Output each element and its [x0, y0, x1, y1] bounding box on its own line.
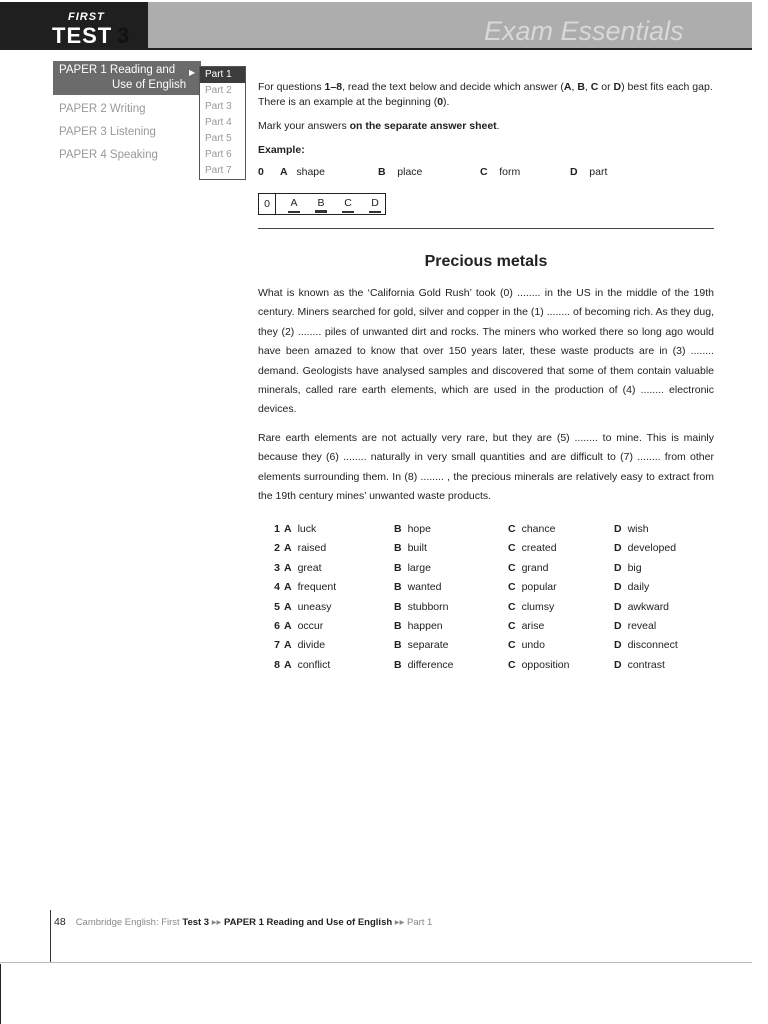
- example-option-a: A shape: [280, 166, 325, 178]
- footer-test: Test 3: [182, 917, 210, 928]
- mark-instruction: Mark your answers on the separate answer sheet.: [258, 120, 500, 132]
- option-a: A divide: [284, 639, 326, 652]
- arrow-right-icon: ▶: [189, 68, 196, 77]
- section-divider: [258, 228, 714, 229]
- option-b: B stubborn: [394, 600, 449, 613]
- part-3[interactable]: Part 3: [205, 101, 232, 112]
- paper-1[interactable]: [53, 61, 201, 95]
- example-label: Example:: [258, 144, 305, 156]
- page-number: 48: [54, 916, 66, 928]
- answer-bar-a: [288, 211, 300, 213]
- option-row: [258, 620, 714, 639]
- option-c: C clumsy: [508, 600, 555, 613]
- question-number: 4: [274, 581, 280, 594]
- option-a: A raised: [284, 542, 327, 555]
- option-a: A great: [284, 561, 322, 574]
- question-number: 3: [274, 561, 280, 574]
- paper-1-line1: PAPER 1 Reading and: [59, 64, 176, 76]
- option-d: D contrast: [614, 658, 665, 671]
- answer-letter-b: B: [317, 197, 325, 209]
- answer-bar-c: [342, 211, 354, 213]
- passage-title: Precious metals: [424, 253, 548, 270]
- footer-rule: [50, 910, 51, 962]
- option-c: C opposition: [508, 658, 570, 671]
- instructions-text: For questions 1–8, read the text below and decide which answer (A, B, C or D) best fits each gap. There is an example at the beginning (0).: [258, 81, 713, 108]
- option-d: D big: [614, 561, 642, 574]
- option-row: [258, 542, 714, 561]
- part-6[interactable]: Part 6: [205, 149, 232, 160]
- option-d: D wish: [614, 523, 649, 535]
- example-option-c: C form: [480, 166, 521, 178]
- option-a: A conflict: [284, 658, 331, 671]
- first-label: FIRST: [68, 11, 105, 23]
- option-b: B difference: [394, 658, 454, 671]
- example-answer-box: [258, 193, 386, 215]
- part-1[interactable]: Part 1: [200, 67, 245, 83]
- option-b: B wanted: [394, 581, 442, 594]
- question-number: 5: [274, 600, 280, 613]
- option-row: [258, 562, 714, 581]
- test-number: 3: [117, 23, 130, 48]
- option-row: [258, 581, 714, 600]
- option-d: D developed: [614, 542, 677, 555]
- example-num: 0: [258, 166, 264, 178]
- question-number: 6: [274, 619, 280, 632]
- question-number: 7: [274, 639, 280, 652]
- option-d: D disconnect: [614, 639, 678, 652]
- passage: [258, 284, 714, 515]
- brand-title: Exam Essentials: [484, 16, 684, 46]
- answer-letter-c: C: [344, 197, 352, 209]
- answer-bar-b-marked: [315, 210, 327, 213]
- option-a: A uneasy: [284, 600, 332, 613]
- option-c: C chance: [508, 523, 556, 535]
- option-b: B hope: [394, 523, 431, 535]
- option-row: [258, 601, 714, 620]
- footer-arrows-icon: ▸▸: [209, 917, 224, 928]
- option-d: D awkward: [614, 600, 670, 613]
- footer-paper: PAPER 1 Reading and Use of English: [223, 917, 393, 928]
- option-b: B happen: [394, 619, 443, 632]
- part-5[interactable]: Part 5: [205, 133, 232, 144]
- question-number: 2: [274, 542, 280, 555]
- option-c: C created: [508, 542, 557, 555]
- passage-paragraph-1: What is known as the ‘California Gold Rush’ took (0) ........ in the US in the middle of the 19th century. Miners searched for gold, silver and copper in the (1) ........ of becoming rich. As they dug, they (2) ........ piles of unwanted dirt and rocks. The miners who worked there so long ago would have been amazed to know that over 150 years later, these waste products are in (3) ........ demand. Geologists have analysed samples and discovered that some of them contain valuable minerals, called rare earth elements, which are used in the production of (4) ........ electronic devices.: [258, 287, 714, 416]
- header-rule: [0, 48, 752, 50]
- option-c: C grand: [508, 561, 549, 574]
- passage-paragraph-2: Rare earth elements are not actually very rare, but they are (5) ........ to mine. This is mainly because they (6) ........ naturally in very small quantities and are difficult to (7) ........ from other elements surrounding them. In (8) ........ , the precious minerals are relatively easy to extract from the 19th century mines’ unwanted waste products.: [258, 431, 714, 503]
- option-c: C undo: [508, 639, 545, 652]
- example-option-b: B place: [378, 166, 423, 178]
- option-a: A frequent: [284, 581, 337, 594]
- paper-2[interactable]: PAPER 2 Writing: [59, 103, 146, 115]
- option-c: C popular: [508, 581, 557, 594]
- option-a: A occur: [284, 619, 324, 632]
- footer-arrows2-icon: ▸▸: [392, 917, 407, 928]
- option-b: B large: [394, 561, 431, 574]
- option-b: B built: [394, 542, 427, 555]
- part-2[interactable]: Part 2: [205, 85, 232, 96]
- option-row: [258, 523, 714, 542]
- part-7[interactable]: Part 7: [205, 165, 232, 176]
- paper-menu: [53, 61, 201, 169]
- test-label-block: [0, 2, 148, 48]
- footer: [54, 916, 432, 928]
- options-table: [258, 523, 714, 678]
- parts-menu: [199, 66, 246, 180]
- footer-book: Cambridge English: First: [75, 917, 183, 928]
- question-number: 8: [274, 658, 280, 671]
- example-option-d: D part: [570, 166, 608, 178]
- bottom-rule: [0, 962, 752, 963]
- option-d: D reveal: [614, 619, 657, 632]
- option-d: D daily: [614, 581, 650, 594]
- option-row: [258, 659, 714, 678]
- option-b: B separate: [394, 639, 449, 652]
- option-a: A luck: [284, 523, 317, 535]
- question-number: 1: [274, 523, 280, 535]
- footer-part: Part 1: [406, 917, 433, 928]
- page-edge: [0, 964, 1, 1024]
- header-bar: [0, 2, 752, 48]
- answer-letter-d: D: [371, 197, 379, 209]
- option-row: [258, 639, 714, 658]
- option-c: C arise: [508, 619, 545, 632]
- instructions: [258, 80, 714, 167]
- paper-4[interactable]: PAPER 4 Speaking: [59, 149, 158, 161]
- part-4[interactable]: Part 4: [205, 117, 232, 128]
- paper-3[interactable]: PAPER 3 Listening: [59, 126, 156, 138]
- paper-1-line2: Use of English: [112, 79, 187, 91]
- answer-box-number: 0: [259, 194, 276, 214]
- answer-bar-d: [369, 211, 381, 213]
- test-label: TEST: [52, 23, 113, 48]
- answer-letter-a: A: [290, 197, 298, 209]
